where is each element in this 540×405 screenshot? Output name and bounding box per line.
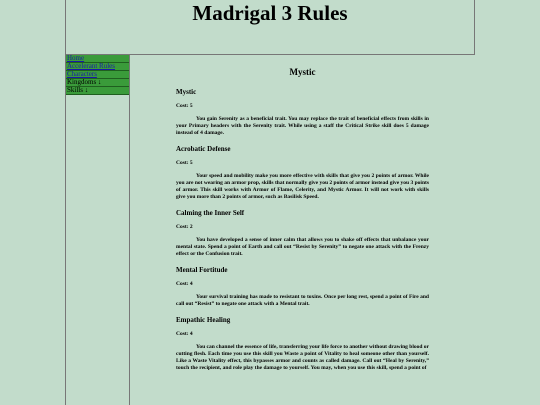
skill-entry	[176, 315, 429, 372]
sidebar-item-accelerant-rules[interactable]: Accelerant Rules	[66, 63, 129, 71]
skill-description: You can channel the essence of life, transferring your life force to another without drawing blood or cutting flesh. Each time you use this skill you Waste a point of Vitality to heal someone other than yourself. Like a Waste Vitality effect, this bypasses armor and counts as called damage. Call out “Heal by Serenity,” touch the recipient, and role play the damage to yourself. You may, when you use this skill, spend a point of	[176, 344, 429, 371]
skill-entry	[176, 208, 429, 258]
site-header	[65, 0, 475, 55]
sidebar-nav	[65, 55, 130, 405]
skill-cost: Cost: 4	[176, 281, 193, 287]
sidebar-item-home[interactable]: Home	[66, 55, 129, 63]
skill-cost: Cost: 5	[176, 160, 193, 166]
skill-description: You have developed a sense of inner calm that allows you to shake off effects that unbalance your mental state. Spend a point of Earth and call out “Resist by Serenity” to negate one attack with the Frenzy effect or the Confusion trait.	[176, 237, 429, 257]
skill-cost: Cost: 4	[176, 331, 193, 337]
skill-entry	[176, 265, 429, 308]
skill-title: Mental Fortitude	[176, 266, 228, 274]
main-content	[176, 66, 429, 379]
skill-cost: Cost: 5	[176, 103, 193, 109]
skill-cost: Cost: 2	[176, 224, 193, 230]
skill-title: Mystic	[176, 88, 197, 96]
skill-description: You gain Serenity as a beneficial trait. You may replace the trait of beneficial effects from skills in your Primary headers with the Serenity trait. While using a staff the Critical Strike skill does 5 damage instead of 4 damage.	[176, 116, 429, 136]
skill-title: Acrobatic Defense	[176, 145, 231, 153]
sidebar-item-kingdoms[interactable]: Kingdoms ↓	[66, 79, 129, 87]
skill-title: Empathic Healing	[176, 316, 231, 324]
sidebar-item-skills[interactable]: Skills ↓	[66, 87, 129, 95]
skill-description: Your survival training has made to resistant to toxins. Once per long rest, spend a point of Fire and call out “Resist” to negate one attack with a Mental trait.	[176, 294, 429, 307]
sidebar-item-characters[interactable]: Characters	[66, 71, 129, 79]
site-title: Madrigal 3 Rules	[192, 1, 348, 25]
page-title: Mystic	[289, 67, 316, 77]
skill-entry	[176, 144, 429, 201]
skill-entry	[176, 87, 429, 137]
skill-description: Your speed and mobility make you more effective with skills that give you 2 points of armor. While you are not wearing an armor prop, skills that normally give you 2 points of armor instead give you 3 points of armor. This skill works with Armor of Flame, Celerity, and Mystic Armor. It will not work with skills give you more than 2 points of armor, such as Basilisk Speed.	[176, 173, 429, 200]
skill-title: Calming the Inner Self	[176, 209, 245, 217]
